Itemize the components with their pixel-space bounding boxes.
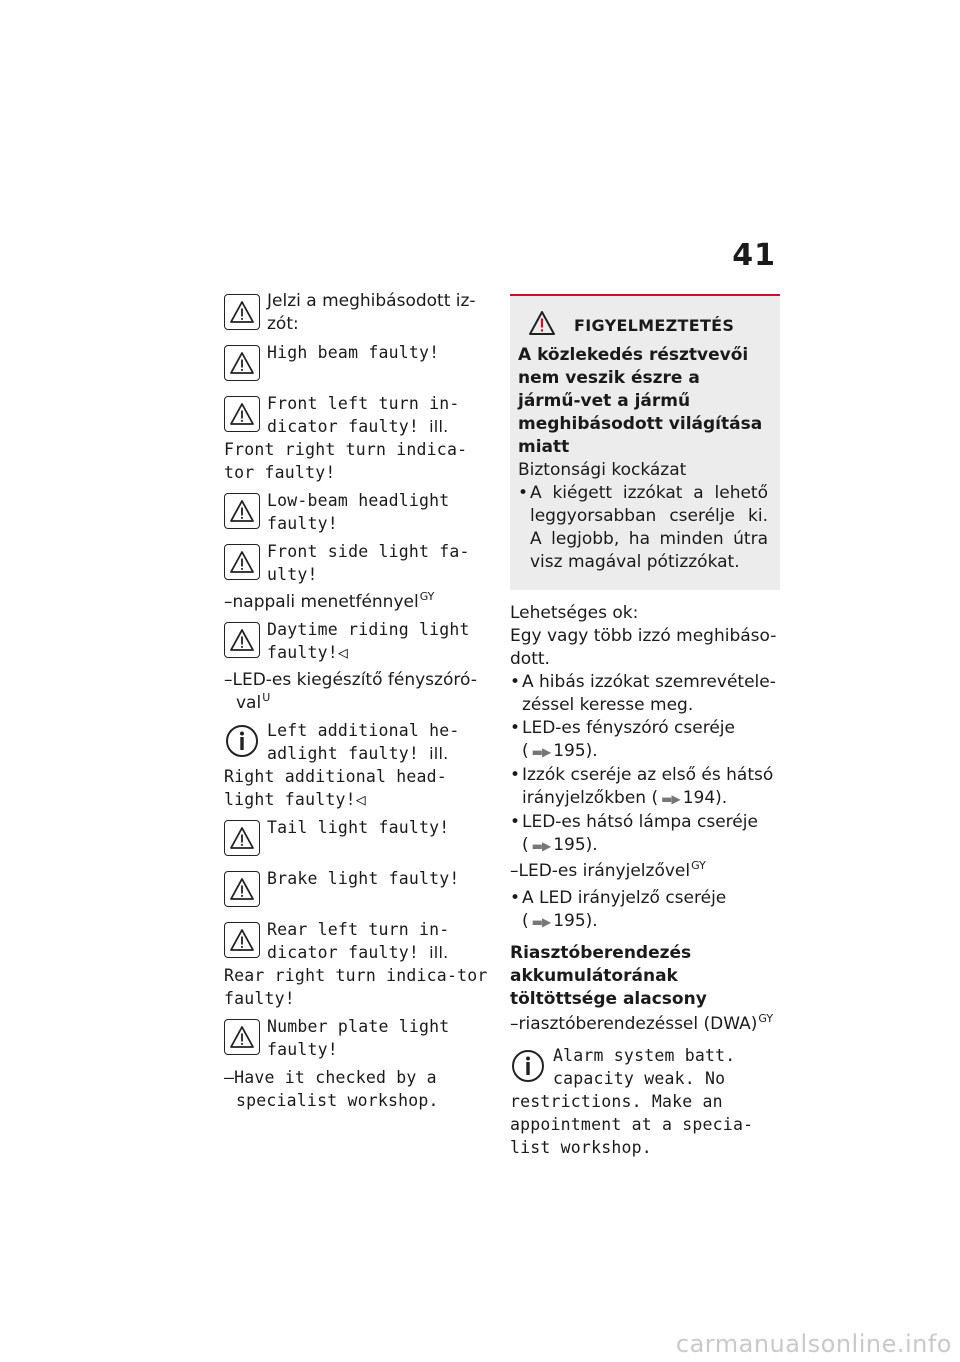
warning-triangle-icon <box>224 622 260 658</box>
list-item: • A hibás izzókat szemrevétele-zéssel keresse meg. <box>510 671 780 717</box>
warning-triangle-icon <box>224 493 260 529</box>
left-column <box>224 290 490 1116</box>
message-alarm <box>510 1044 780 1159</box>
message-text: Front left turn in-dicator faulty! <box>267 394 460 436</box>
page-reference-arrow-icon: ▬▶ <box>531 745 551 759</box>
variant-sup: GY <box>758 1012 774 1026</box>
message-continuation: Front right turn indica-tor faulty! <box>224 440 468 482</box>
message-text: Left additional he-adlight faulty! <box>267 721 460 763</box>
warning-header <box>518 310 768 340</box>
page-reference-arrow-icon: ▬▶ <box>531 915 551 929</box>
message-continuation: restrictions. Make an appointment at a specia-list workshop. <box>510 1092 754 1157</box>
warning-triangle-icon <box>224 345 260 381</box>
section-title-alarm: Riasztóberendezés akkumulátorának töltöttsége alacsony <box>510 943 707 1009</box>
variant-sup: GY <box>419 590 435 604</box>
message-text: Tail light faulty! <box>267 818 450 837</box>
warning-box <box>510 294 780 590</box>
message-high-beam <box>224 341 490 387</box>
page-ref-link[interactable]: 195). <box>553 911 598 931</box>
warning-title: FIGYELMEZTETÉS <box>574 315 735 335</box>
variant-sup: GY <box>691 859 706 873</box>
warning-triangle-icon <box>224 396 260 432</box>
page-number: 41 <box>732 238 776 273</box>
list-item: • LED-es hátsó lámpa cseréje ( ▬▶ 195). <box>510 811 780 858</box>
connector-ill: ill. <box>429 417 449 436</box>
info-icon <box>510 1048 546 1084</box>
message-text: Brake light faulty! <box>267 869 460 888</box>
message-tail-light <box>224 816 490 862</box>
page-ref-link[interactable]: 194). <box>682 788 728 808</box>
info-icon <box>224 723 260 759</box>
page-ref-link[interactable]: 195). <box>553 741 598 761</box>
message-front-turn <box>224 392 490 484</box>
page-reference-arrow-icon: ▬▶ <box>531 839 551 853</box>
message-drl <box>224 618 490 664</box>
message-low-beam <box>224 489 490 535</box>
message-continuation: Rear right turn indica-tor faulty! <box>224 966 488 1008</box>
variant-sup: U <box>262 691 271 705</box>
list-item: • LED-es fényszóró cseréje ( ▬▶ 195). <box>510 717 780 764</box>
intro-text: Jelzi a meghibásodott iz-zót: <box>267 291 476 334</box>
message-continuation: Right additional head-light faulty!◁ <box>224 767 447 809</box>
message-number-plate <box>224 1015 490 1061</box>
message-text: Alarm system batt. capacity weak. <box>553 1046 736 1088</box>
drl-condition: –nappali menetfénnyel$^{GY}$ <box>224 590 435 612</box>
connector-ill: ill. <box>429 744 449 763</box>
led-condition: –LED-es kiegészítő fényszóró-val$^U$ <box>224 670 477 713</box>
causes-label: Lehetséges ok: <box>510 603 639 623</box>
message-text: Rear left turn in-dicator faulty! <box>267 920 450 962</box>
page-reference-arrow-icon: ▬▶ <box>661 792 680 806</box>
warning-heading: A közlekedés résztvevői nem veszik észre a jármű-vet a jármű meghibásodott világítása miatt <box>518 345 763 457</box>
message-front-side <box>224 540 490 586</box>
warning-triangle-icon <box>528 310 556 340</box>
causes-text: Egy vagy több izzó meghibáso-dott. <box>510 626 777 669</box>
list-item: • A LED irányjelző cseréje ( ▬▶ 195). <box>510 887 780 934</box>
right-column <box>510 294 780 1164</box>
list-item: • Izzók cseréje az első és hátsó irányjelzőkben ( ▬▶ 194). <box>510 764 780 811</box>
message-brake-light <box>224 867 490 913</box>
message-text: Front side light fa-ulty! <box>267 542 470 584</box>
warning-bullet: • A kiégett izzókat a lehető leggyorsabban cserélje ki. A legjobb, ha minden útra visz magával pótizzókat. <box>518 482 768 574</box>
message-text: Number plate light faulty! <box>267 1017 450 1059</box>
warning-triangle-icon <box>224 922 260 958</box>
page-ref-link[interactable]: 195). <box>553 835 598 855</box>
led-turn-condition: –LED-es irányjelzővel$^{GY}$ <box>510 859 706 881</box>
message-text: Low-beam headlight faulty! <box>267 491 450 533</box>
warning-risk: Biztonsági kockázat <box>518 460 687 480</box>
message-rear-turn <box>224 918 490 1010</box>
warning-triangle-icon <box>224 871 260 907</box>
warning-triangle-icon <box>224 1019 260 1055</box>
intro-block <box>224 290 490 336</box>
warning-triangle-icon <box>224 294 260 330</box>
connector-ill: ill. <box>429 943 449 962</box>
warning-triangle-icon <box>224 544 260 580</box>
watermark: carmanualsonline.info <box>675 1330 952 1358</box>
final-instruction: –Have it checked by a specialist workshop. <box>224 1068 439 1110</box>
message-additional-headlight <box>224 719 490 811</box>
message-text: High beam faulty! <box>267 343 440 362</box>
warning-triangle-icon <box>224 820 260 856</box>
message-text-tail: No <box>705 1069 726 1088</box>
message-text: Daytime riding light faulty!◁ <box>267 620 470 662</box>
alarm-condition: –riasztóberendezéssel (DWA)$^{GY}$ <box>510 1012 774 1034</box>
